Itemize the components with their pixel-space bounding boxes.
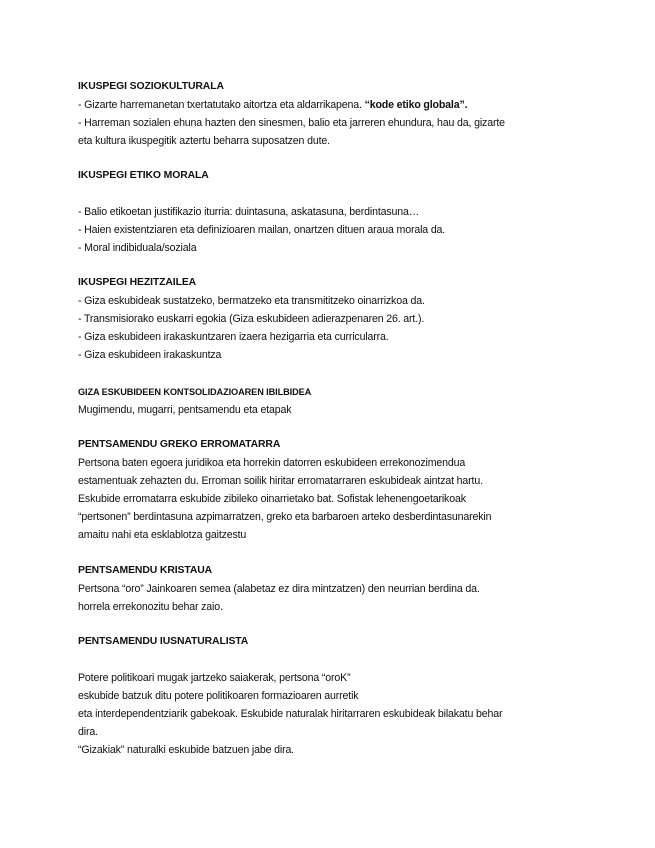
paragraph-line: Pertsona “oro” Jainkoaren semea (alabetaz ez dira mintzatzen) den neurrian berdina da. xyxy=(78,583,480,595)
paragraph-line: - Balio etikoetan justifikazio iturria: duintasuna, askatasuna, berdintasuna… xyxy=(78,206,420,218)
section-heading: PENTSAMENDU IUSNATURALISTA xyxy=(78,636,249,647)
paragraph-line: - Haien existentziaren eta definizioaren mailan, onartzen dituen araua morala da. xyxy=(78,224,446,236)
paragraph-line: Pertsona baten egoera juridikoa eta horrekin datorren eskubideen errekonozimendua xyxy=(78,457,466,469)
section-kristaua xyxy=(78,562,578,616)
paragraph-line: - Harreman sozialen ehuna hazten den sinesmen, balio eta jarreren ehundura, hau da, gizarte xyxy=(78,117,505,129)
section-hezitzailea xyxy=(78,274,578,364)
section-heading: PENTSAMENDU GREKO ERROMATARRA xyxy=(78,439,281,450)
paragraph-line: Potere politikoari mugak jartzeko saiakerak, pertsona “oroK” xyxy=(78,672,351,684)
section-soziokulturala xyxy=(78,78,578,150)
paragraph-line: - Gizarte harremanetan txertatutako aitortza eta aldarrikapena. “kode etiko globala”. xyxy=(78,99,468,111)
paragraph-line: - Giza eskubideak sustatzeko, bermatzeko eta transmititzeko oinarrizkoa da. xyxy=(78,295,425,307)
paragraph-line: - Moral indibiduala/soziala xyxy=(78,242,197,254)
section-heading: GIZA ESKUBIDEEN KONTSOLIDAZIOAREN IBILBIDEA xyxy=(78,387,312,397)
paragraph-line: - Transmisiorako euskarri egokia (Giza eskubideen adierazpenaren 26. art.). xyxy=(78,313,425,325)
section-heading: PENTSAMENDU KRISTAUA xyxy=(78,565,213,576)
paragraph-line: estamentuak zehazten du. Erroman soilik hiritar erromatarraren eskubideak aintzat hartu. xyxy=(78,475,483,487)
section-heading: IKUSPEGI HEZITZAILEA xyxy=(78,277,197,288)
paragraph-line: horrela errekonozitu behar zaio. xyxy=(78,601,223,613)
paragraph-line: “Gizakiak” naturalki eskubide batzuen jabe dira. xyxy=(78,744,294,756)
section-iusnaturalista xyxy=(78,633,578,759)
section-kontsolidazioa xyxy=(78,383,578,419)
paragraph-line: eskubide batzuk ditu potere politikoaren formazioaren aurretik xyxy=(78,690,359,702)
paragraph-line: dira. xyxy=(78,726,98,738)
paragraph-line: Eskubide erromatarra eskubide zibileko oinarrietako bat. Sofistak lehenengoetarikoak xyxy=(78,493,466,505)
section-heading: IKUSPEGI SOZIOKULTURALA xyxy=(78,81,224,92)
section-etiko-morala xyxy=(78,167,578,257)
paragraph-line: - Giza eskubideen irakaskuntzaren izaera hezigarria eta curricularra. xyxy=(78,331,389,343)
paragraph-line: eta interdependentziarik gabekoak. Eskubide naturalak hiritarraren eskubideak bilakatu behar xyxy=(78,708,503,720)
paragraph-line: Mugimendu, mugarri, pentsamendu eta etapak xyxy=(78,404,292,416)
section-heading: IKUSPEGI ETIKO MORALA xyxy=(78,170,209,181)
section-greko-erromatarra xyxy=(78,436,578,544)
paragraph-line: amaitu nahi eta esklablotza gaitzestu xyxy=(78,529,247,541)
paragraph-line: eta kultura ikuspegitik aztertu beharra suposatzen dute. xyxy=(78,135,330,147)
paragraph-line: “pertsonen” berdintasuna azpimarratzen, greko eta barbaroen arteko desberdintasunarekin xyxy=(78,511,492,523)
emphasis-text: “kode etiko globala”. xyxy=(364,99,468,111)
paragraph-line: - Giza eskubideen irakaskuntza xyxy=(78,349,222,361)
